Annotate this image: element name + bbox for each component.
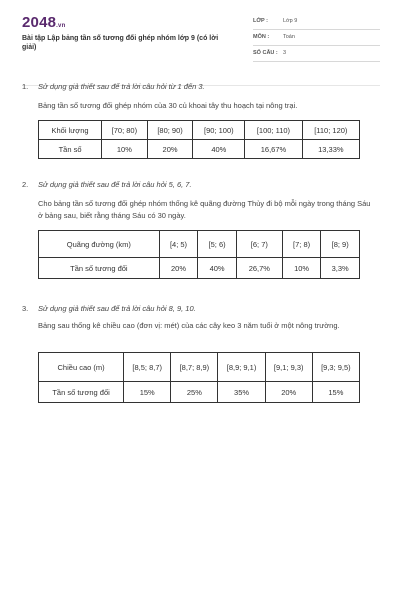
- meta-value: 3: [283, 50, 287, 56]
- table-cell: [9,3; 9,5): [312, 353, 359, 382]
- frequency-table: [38, 352, 360, 403]
- table-cell: [90; 100): [193, 121, 245, 140]
- table-header-row: [39, 353, 360, 382]
- table-cell: 40%: [198, 258, 237, 279]
- meta-value: Toán: [283, 34, 295, 40]
- table-cell: [80; 90): [147, 121, 193, 140]
- document-title: Bài tập Lập bảng tần số tương đối ghép nhóm lớp 9 (có lời giải): [22, 35, 219, 51]
- meta-key: MÔN :: [253, 34, 270, 40]
- frequency-table: [38, 230, 360, 279]
- table-cell: 20%: [159, 258, 198, 279]
- logo-suffix: .vn: [56, 23, 66, 29]
- table-cell: 25%: [171, 382, 218, 403]
- table-cell: 3,3%: [321, 258, 360, 279]
- table-row: [39, 140, 360, 159]
- table-cell: 10%: [282, 258, 321, 279]
- table-header-row: [39, 121, 360, 140]
- table-header-row: [39, 231, 360, 258]
- table-cell: [110; 120): [302, 121, 359, 140]
- table-cell: Khối lượng: [39, 121, 102, 140]
- question-number: 2.: [22, 180, 29, 189]
- question-number: 3.: [22, 304, 29, 313]
- table-cell: [6; 7): [236, 231, 282, 258]
- question-instruction: Sử dụng giả thiết sau để trả lời câu hỏi 5, 6, 7.: [38, 180, 192, 189]
- table-cell: 40%: [193, 140, 245, 159]
- document-header: [22, 14, 380, 62]
- question-instruction: Sử dụng giả thiết sau để trả lời câu hỏi từ 1 đến 3.: [38, 82, 205, 91]
- table-cell: [9,1; 9,3): [265, 353, 312, 382]
- table-cell: 20%: [265, 382, 312, 403]
- table-cell: 26,7%: [236, 258, 282, 279]
- table-cell: 15%: [312, 382, 359, 403]
- meta-info: [253, 14, 380, 62]
- table-cell: [8,7; 8,9): [171, 353, 218, 382]
- question-instruction: Sử dụng giả thiết sau để trả lời câu hỏi 8, 9, 10.: [38, 304, 196, 313]
- table-row: [39, 258, 360, 279]
- table-cell: [8; 9): [321, 231, 360, 258]
- table-cell: 20%: [147, 140, 193, 159]
- meta-row-count: [253, 46, 380, 62]
- table-cell: [100; 110): [245, 121, 302, 140]
- table-cell: 16,67%: [245, 140, 302, 159]
- meta-row-class: [253, 14, 380, 30]
- question-number: 1.: [22, 82, 29, 91]
- table-cell: Tần số: [39, 140, 102, 159]
- question-description: Bảng sau thống kê chiều cao (đơn vị: mét) của các cây keo 3 năm tuổi ở một nông trường.: [38, 321, 340, 330]
- table-cell: [5; 6): [198, 231, 237, 258]
- table-cell: 35%: [218, 382, 265, 403]
- meta-key: SỐ CÂU :: [253, 50, 278, 56]
- meta-row-subject: [253, 30, 380, 46]
- site-logo[interactable]: [22, 14, 65, 31]
- table-cell: Tần số tương đối: [39, 258, 160, 279]
- table-cell: 10%: [102, 140, 148, 159]
- table-cell: [8,9; 9,1): [218, 353, 265, 382]
- logo-text: 2048: [22, 14, 57, 31]
- table-cell: [8,5; 8,7): [124, 353, 171, 382]
- meta-value: Lớp 9: [283, 18, 298, 24]
- table-cell: [70; 80): [102, 121, 148, 140]
- table-cell: 13,33%: [302, 140, 359, 159]
- table-cell: 15%: [124, 382, 171, 403]
- meta-key: LỚP :: [253, 18, 268, 24]
- table-cell: [4; 5): [159, 231, 198, 258]
- question-description: Cho bảng tần số tương đối ghép nhóm thống kê quãng đường Thủy đi bộ mỗi ngày trong tháng Sáu ở bảng sau, biết rằng tháng Sáu có 30 ngày.: [38, 199, 371, 220]
- table-cell: Quãng đường (km): [39, 231, 160, 258]
- table-cell: Chiều cao (m): [39, 353, 124, 382]
- question-description: Bảng tần số tương đối ghép nhóm của 30 củ khoai tây thu hoạch tại nông trại.: [38, 101, 298, 110]
- frequency-table: [38, 120, 360, 159]
- table-cell: [7; 8): [282, 231, 321, 258]
- table-row: [39, 382, 360, 403]
- table-cell: Tần số tương đối: [39, 382, 124, 403]
